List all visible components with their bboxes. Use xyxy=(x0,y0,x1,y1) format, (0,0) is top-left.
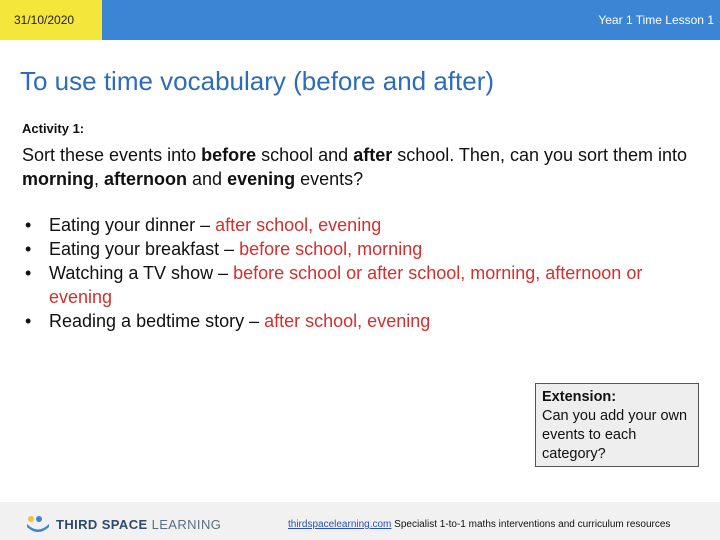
intro-afternoon: afternoon xyxy=(104,169,188,189)
event-answer: after school, evening xyxy=(215,215,382,235)
bullet: • xyxy=(25,311,32,331)
intro-text-2: school and xyxy=(256,145,354,165)
intro-and: and xyxy=(187,169,228,189)
bullet: • xyxy=(25,239,32,259)
event-answer: before school, morning xyxy=(239,239,423,259)
instructions xyxy=(22,143,702,191)
activity-label: Activity 1: xyxy=(22,121,85,136)
bullet: • xyxy=(25,215,32,235)
logo-text-bold: THIRD SPACE xyxy=(56,516,152,532)
intro-text-4: events? xyxy=(295,169,364,189)
footer-text xyxy=(288,519,670,530)
footer xyxy=(0,502,720,540)
logo-text-light: LEARNING xyxy=(151,516,222,532)
intro-morning: morning xyxy=(22,169,94,189)
intro-comma: , xyxy=(94,169,105,189)
list-item xyxy=(22,309,702,333)
event-text: Eating your breakfast – xyxy=(49,239,240,259)
lesson-label: Year 1 Time Lesson 1 xyxy=(598,13,714,27)
extension-box xyxy=(535,383,699,467)
intro-text-1: Sort these events into xyxy=(22,145,202,165)
logo-text xyxy=(56,517,221,532)
date-label: 31/10/2020 xyxy=(14,13,75,27)
footer-tagline: Specialist 1-to-1 maths interventions and curriculum resources xyxy=(391,519,671,530)
intro-after: after xyxy=(353,145,393,165)
brand-logo xyxy=(26,514,221,534)
date-box xyxy=(0,0,102,40)
header-bar xyxy=(0,0,720,40)
event-text: Watching a TV show – xyxy=(49,263,234,283)
logo-icon xyxy=(26,515,50,533)
intro-evening: evening xyxy=(227,169,296,189)
extension-text: Can you add your own events to each category? xyxy=(542,408,688,462)
bullet: • xyxy=(25,263,32,283)
list-item xyxy=(22,213,702,237)
events-list xyxy=(22,213,702,333)
event-answer: before school or after school, morning, afternoon or evening xyxy=(49,263,643,307)
website-link[interactable]: thirdspacelearning.com xyxy=(288,519,392,530)
event-answer: after school, evening xyxy=(264,311,431,331)
page-title: To use time vocabulary (before and after) xyxy=(20,66,495,96)
list-item xyxy=(22,261,702,309)
event-text: Reading a bedtime story – xyxy=(49,311,265,331)
intro-text-3: school. Then, can you sort them into xyxy=(392,145,688,165)
intro-before: before xyxy=(201,145,257,165)
list-item xyxy=(22,237,702,261)
extension-title: Extension: xyxy=(542,389,617,405)
event-text: Eating your dinner – xyxy=(49,215,216,235)
